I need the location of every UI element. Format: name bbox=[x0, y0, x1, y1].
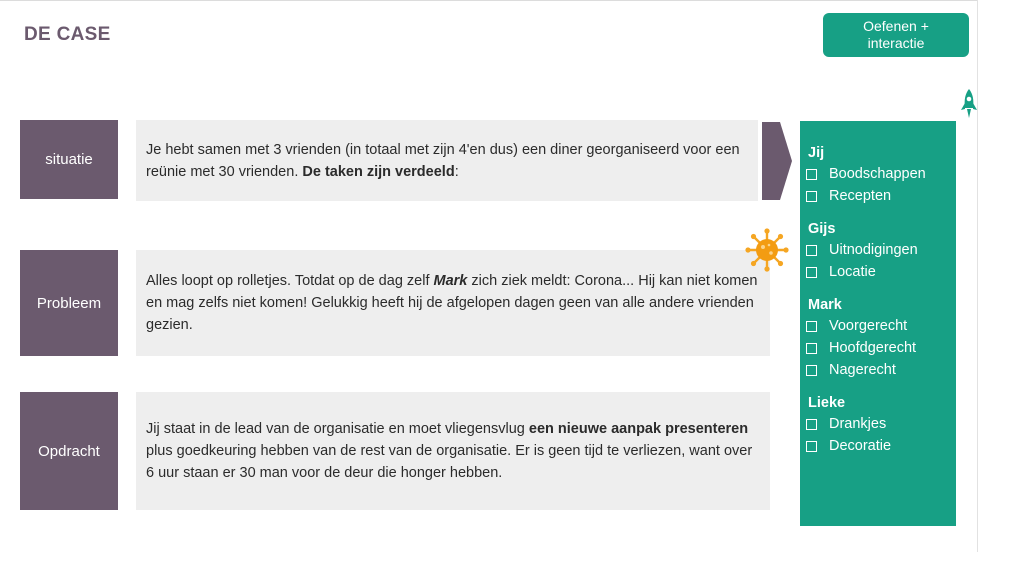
task-item-label: Boodschappen bbox=[829, 166, 926, 182]
opdracht-paragraph bbox=[146, 418, 760, 484]
virus-icon bbox=[745, 228, 789, 272]
rocket-icon bbox=[960, 88, 978, 124]
task-item[interactable] bbox=[803, 359, 956, 381]
slide-top-border bbox=[0, 0, 978, 1]
oefenen-interactie-label: Oefenen + interactie bbox=[863, 18, 929, 51]
checkbox-icon[interactable] bbox=[806, 191, 817, 202]
task-group-jij bbox=[803, 143, 956, 207]
task-group-gijs bbox=[803, 219, 956, 283]
probleem-text-mark: Mark bbox=[433, 273, 468, 289]
task-item[interactable] bbox=[803, 413, 956, 435]
task-division-panel bbox=[800, 121, 956, 526]
situatie-text-bold: De taken zijn verdeeld bbox=[302, 163, 455, 180]
task-item-label: Decoratie bbox=[829, 438, 892, 454]
checkbox-icon[interactable] bbox=[806, 343, 817, 354]
label-opdracht-text: Opdracht bbox=[38, 442, 100, 460]
task-group-name: Mark bbox=[808, 297, 842, 313]
task-group-name: Jij bbox=[808, 145, 825, 161]
opdracht-text-bold: een nieuwe aanpak presenteren bbox=[528, 421, 749, 437]
checkbox-icon[interactable] bbox=[806, 419, 817, 430]
checkbox-icon[interactable] bbox=[806, 321, 817, 332]
slide-right-border bbox=[977, 0, 978, 552]
probleem-paragraph bbox=[146, 270, 760, 336]
chevron-right-icon bbox=[762, 122, 792, 200]
task-item-label: Locatie bbox=[829, 264, 876, 280]
task-item[interactable] bbox=[803, 435, 956, 457]
task-item-label: Uitnodigingen bbox=[829, 242, 918, 258]
task-group-name: Gijs bbox=[808, 221, 836, 237]
task-item[interactable] bbox=[803, 185, 956, 207]
probleem-text-plain: Alles loopt op rolletjes. Totdat op de dag zelf bbox=[146, 273, 434, 289]
task-group-mark bbox=[803, 295, 956, 381]
task-item-label: Voorgerecht bbox=[829, 318, 908, 334]
probleem-text-box bbox=[136, 250, 770, 356]
task-group-name: Lieke bbox=[808, 395, 846, 411]
label-situatie-text: situatie bbox=[45, 151, 93, 168]
task-item-label: Recepten bbox=[829, 188, 892, 204]
task-item[interactable] bbox=[803, 315, 956, 337]
situatie-text-colon: : bbox=[454, 163, 459, 180]
task-item[interactable] bbox=[803, 239, 956, 261]
task-item[interactable] bbox=[803, 261, 956, 283]
label-probleem bbox=[20, 250, 118, 356]
checkbox-icon[interactable] bbox=[806, 365, 817, 376]
slide-title: DE CASE bbox=[24, 24, 111, 45]
checkbox-icon[interactable] bbox=[806, 267, 817, 278]
checkbox-icon[interactable] bbox=[806, 441, 817, 452]
task-item-label: Nagerecht bbox=[829, 362, 896, 378]
opdracht-text-box bbox=[136, 392, 770, 510]
task-item-label: Drankjes bbox=[829, 416, 887, 432]
probleem-text-rest: zich ziek meldt: Corona... Hij kan niet komen en mag zelfs niet komen! Gelukkig heeft hij de afgelopen dagen geen van alle andere vrienden gezien. bbox=[146, 273, 758, 333]
label-opdracht bbox=[20, 392, 118, 510]
opdracht-text-plain: Jij staat in de lead van de organisatie en moet vliegensvlug bbox=[146, 421, 529, 437]
situatie-text-plain: Je hebt samen met 3 vrienden (in totaal met zijn 4'en dus) een diner georganiseerd voor een reünie met 30 vrienden. bbox=[146, 141, 740, 180]
oefenen-interactie-button[interactable] bbox=[823, 13, 969, 57]
task-item[interactable] bbox=[803, 337, 956, 359]
situatie-text-box bbox=[136, 120, 758, 201]
task-group-lieke bbox=[803, 393, 956, 457]
checkbox-icon[interactable] bbox=[806, 245, 817, 256]
opdracht-text-rest: plus goedkeuring hebben van de rest van de organisatie. Er is geen tijd te verliezen, want over 6 uur staan er 30 man voor de deur die honger hebben. bbox=[146, 443, 753, 481]
task-item-label: Hoofdgerecht bbox=[829, 340, 917, 356]
label-situatie bbox=[20, 120, 118, 199]
situatie-paragraph bbox=[146, 139, 748, 183]
task-item[interactable] bbox=[803, 163, 956, 185]
checkbox-icon[interactable] bbox=[806, 169, 817, 180]
label-probleem-text: Probleem bbox=[36, 294, 102, 312]
